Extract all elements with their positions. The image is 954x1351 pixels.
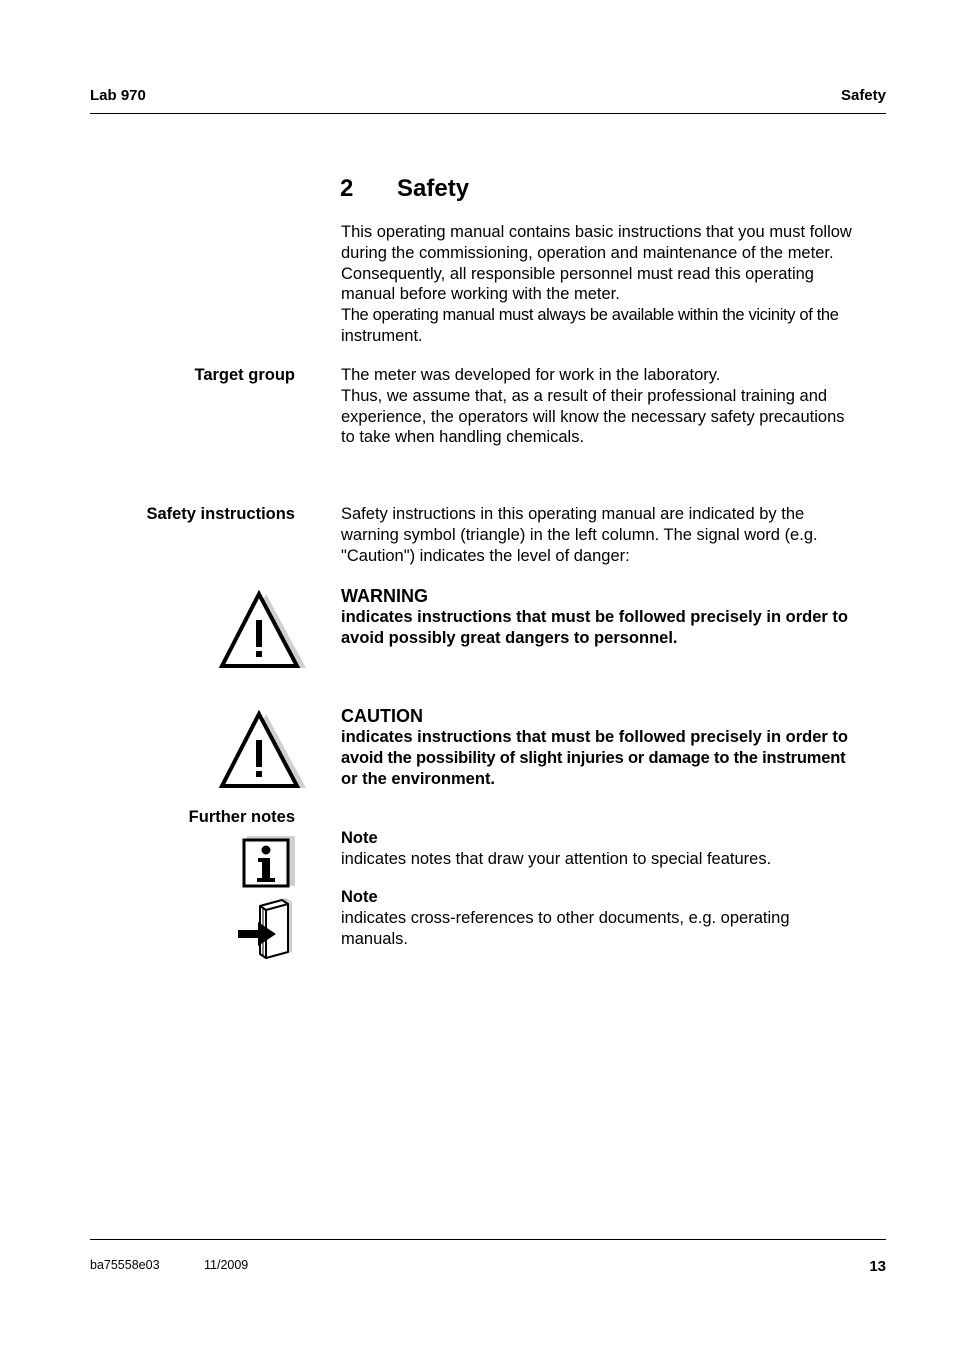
intro-line: The operating manual must always be available within the vicinity of the [341, 306, 839, 325]
info-icon [240, 834, 296, 890]
footer-rule [90, 1239, 886, 1240]
warning-line: avoid possibly great dangers to personnel. [341, 628, 678, 647]
note-reference-line: manuals. [341, 929, 408, 948]
safety-instructions-label: Safety instructions [146, 505, 295, 523]
safety-instructions-paragraph [341, 504, 887, 566]
target-group-label: Target group [194, 366, 295, 384]
target-group-paragraph [341, 365, 887, 448]
page-number: 13 [869, 1258, 886, 1275]
intro-line: during the commissioning, operation and maintenance of the meter. [341, 243, 834, 262]
safety-instructions-line: Safety instructions in this operating manual are indicated by the [341, 505, 805, 523]
safety-instructions-line: warning symbol (triangle) in the left column. The signal word (e.g. [341, 525, 818, 544]
chapter-title: Safety [397, 175, 470, 202]
footer-doc-id: ba75558e03 [90, 1258, 160, 1272]
safety-instructions-line: "Caution") indicates the level of danger: [341, 546, 630, 565]
caution-triangle-icon [218, 710, 308, 792]
book-reference-icon [236, 896, 298, 962]
note-reference-line: indicates cross-references to other documents, e.g. operating [341, 909, 790, 927]
intro-paragraph [341, 222, 887, 347]
intro-line: instrument. [341, 326, 423, 345]
target-group-line: experience, the operators will know the necessary safety precautions [341, 407, 845, 426]
note-reference-text [341, 908, 887, 950]
caution-description [341, 727, 891, 789]
intro-line: Consequently, all responsible personnel must read this operating [341, 264, 814, 283]
note-title: Note [341, 888, 378, 906]
note-info-text: indicates notes that draw your attention to special features. [341, 850, 772, 868]
target-group-line: Thus, we assume that, as a result of their professional training and [341, 386, 828, 405]
caution-line: indicates instructions that must be followed precisely in order to [341, 728, 849, 746]
warning-line: indicates instructions that must be followed precisely in order to [341, 608, 849, 626]
warning-description [341, 607, 891, 649]
footer-date: 11/2009 [204, 1258, 249, 1272]
header-right: Safety [840, 87, 886, 104]
chapter-number: 2 [340, 175, 354, 202]
target-group-line: to take when handling chemicals. [341, 428, 585, 447]
caution-line: avoid the possibility of slight injuries or damage to the instrument [341, 748, 846, 767]
warning-triangle-icon [218, 590, 308, 672]
note-title: Note [341, 829, 378, 847]
further-notes-label: Further notes [188, 808, 295, 826]
header-left: Lab 970 [90, 87, 146, 104]
target-group-line: The meter was developed for work in the laboratory. [341, 366, 721, 384]
intro-line: manual before working with the meter. [341, 285, 620, 304]
intro-line: This operating manual contains basic instructions that you must follow [341, 223, 852, 241]
caution-signal-word: CAUTION [341, 706, 423, 726]
warning-signal-word: WARNING [341, 586, 428, 606]
caution-line: or the environment. [341, 769, 496, 788]
header-rule [90, 113, 886, 114]
